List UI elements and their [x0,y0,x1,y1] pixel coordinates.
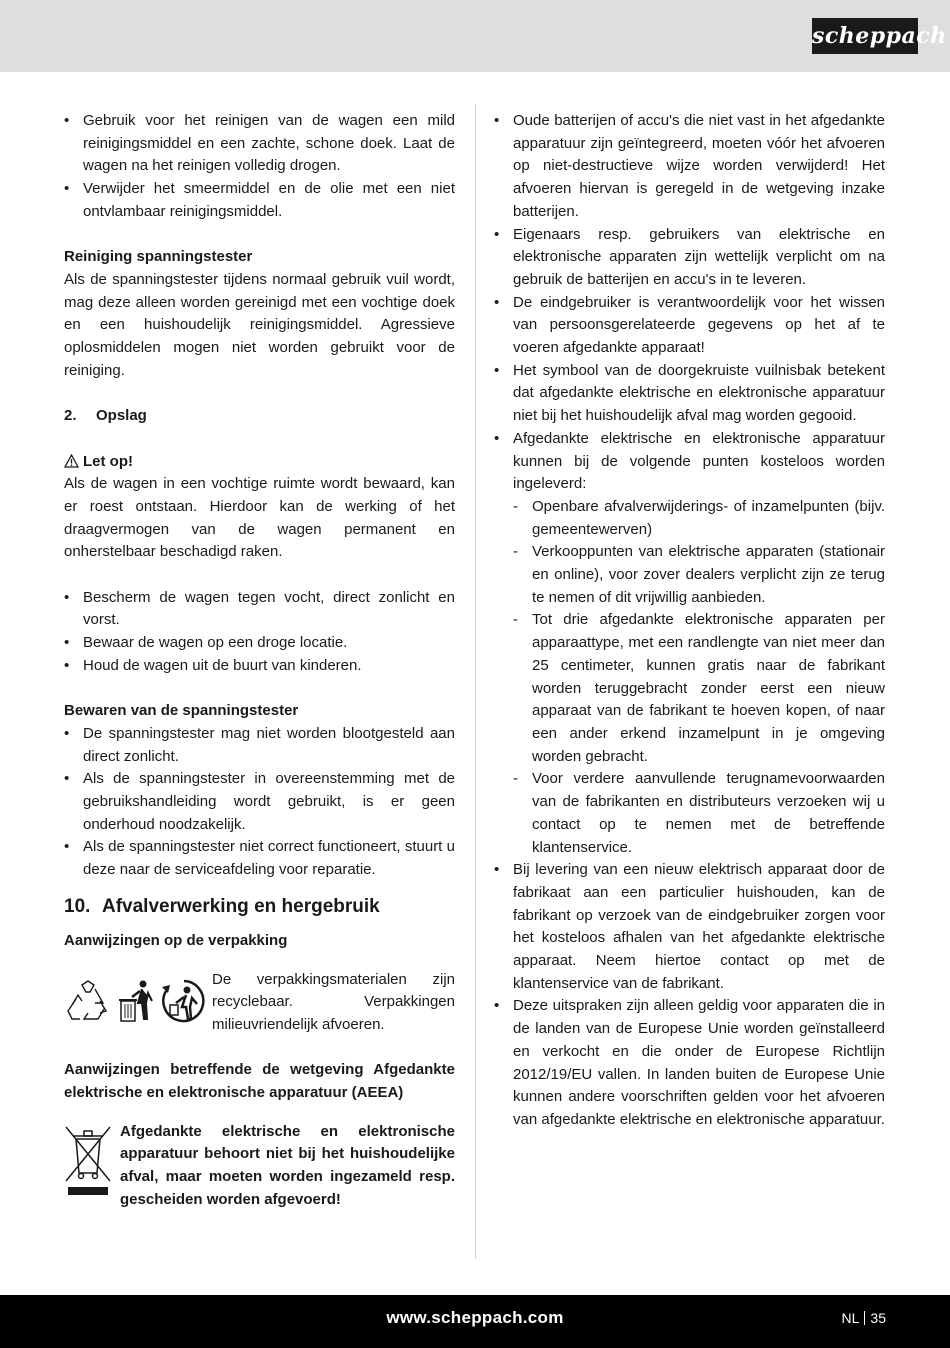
section-number: 10. [64,895,91,917]
list-item: • Gebruik voor het reinigen van de wagen een mild reinigingsmiddel en een zachte, schone doek. Laat de wagen na het reinigen volledig drogen. [64,110,455,178]
collection-points-list [513,496,885,859]
dash-item: - Openbare afvalverwijderings- of inzamelpunten (bijv. gemeentewerven) [513,496,885,541]
list-item: • De eindgebruiker is verantwoordelijk voor het wissen van persoonsgerelateerde gegevens op het af te voeren afgedankte apparaat! [494,292,885,360]
disposal-bullet-list [494,110,885,1132]
cleaning-tester-text: Als de spanningstester tijdens normaal gebruik vuil wordt, mag deze alleen worden gereinigd met een vochtige doek en een huishoudelijk reinigingsmiddel. Agressieve oplosmiddelen mogen niet worden gebruikt voor de reiniging. [64,270,455,379]
list-item-text: Afgedankte elektrische en elektronische apparatuur kunnen bij de volgende punten kosteloos worden ingeleverd: [513,429,885,493]
footer-page: 35 [870,1310,886,1326]
weee-row [64,1121,455,1212]
weee-icon-wrap [64,1121,120,1205]
list-item: • Eigenaars resp. gebruikers van elektrische en elektronische apparaten zijn wettelijk verplicht om na gebruik de batterijen en accu's in te leveren. [494,224,885,292]
cleaning-bullet-list [64,110,455,224]
packaging-icons [64,969,212,1025]
warning-label: Let op! [83,452,133,470]
list-item: • Bewaar de wagen op een droge locatie. [64,632,455,655]
list-item: • Verwijder het smeermiddel en de olie met een niet ontvlambaar reinigingsmiddel. [64,178,455,223]
footer-page-number [842,1310,886,1326]
packaging-heading: Aanwijzingen op de verpakking [64,931,288,949]
footer-lang: NL [841,1310,860,1326]
dash-item: - Tot drie afgedankte elektronische apparaten per apparaattype, met een randlengte van niet meer dan 25 centimeter, kunnen gratis naar de fabrikant worden teruggebracht zonder eerst een nieuw apparaat van de fabrikant te hoeven kopen, of naar een ander erkend inzamelpunt in je omgeving worden gebracht. [513,609,885,768]
dash-item: - Voor verdere aanvullende terugnamevoorwaarden van de fabrikanten en distributeurs verzoeken wij u contact op te nemen met de betreffende klantenservice. [513,768,885,859]
weee-heading: Aanwijzingen betreffende de wetgeving Afgedankte elektrische en elektronische apparatuur (AEEA) [64,1061,455,1102]
storage-number: 2. [64,407,77,425]
storage-title: Opslag [96,407,147,425]
crossed-out-bin-icon [64,1125,112,1197]
warning-heading [64,451,455,474]
packaging-text: De verpakkingsmaterialen zijn recyclebaar. Verpakkingen milieuvriendelijk afvoeren. [212,970,455,1033]
recycle-person-icon [160,977,208,1025]
list-item: • Bij levering van een nieuw elektrisch apparaat door de fabrikaat aan een particulier huishouden, kan de fabrikant op verzoek van de eindgebruiker zorgen voor het kosteloos afhalen van het afgedankte elektrische apparaat. Neem hiertoe contact op met de klantenservice van de fabrikant. [494,859,885,995]
weee-text: Afgedankte elektrische en elektronische apparatuur behoort niet bij het huishoudelijke afval, maar moeten worden ingezameld resp. gescheiden worden afgevoerd! [120,1122,455,1208]
header-band [0,0,950,72]
list-item: • Houd de wagen uit de buurt van kinderen. [64,655,455,678]
footer-separator [864,1311,865,1325]
left-column [64,110,455,1212]
list-item [494,428,885,859]
section-title: Afvalverwerking en hergebruik [102,895,380,917]
storage-bullet-list [64,587,455,678]
section-heading [64,894,455,920]
recycle-icon [64,979,112,1023]
right-column [494,110,885,1132]
list-item: • Als de spanningstester niet correct functioneert, stuurt u deze naar de serviceafdeling voor reparatie. [64,836,455,881]
cleaning-tester-heading: Reiniging spanningstester [64,248,253,266]
list-item: • Als de spanningstester in overeenstemming met de gebruikshandleiding wordt gebruikt, is er geen onderhoud noodzakelijk. [64,768,455,836]
keep-tester-bullet-list [64,723,455,882]
list-item: • Het symbool van de doorgekruiste vuilnisbak betekent dat afgedankte elektrische en elektronische apparatuur niet bij het huishoudelijk afval mag worden gegooid. [494,360,885,428]
list-item: • Deze uitspraken zijn alleen geldig voor apparaten die in de landen van de Europese Unie worden geïnstalleerd en verkocht en die onder de Europese Richtlijn 2012/19/EU vallen. In landen buiten de Europese Unie kunnen andere voorschriften gelden voor het afvoeren van afgedankte elektrische en elektronische apparatuur. [494,995,885,1131]
dash-item: - Verkooppunten van elektrische apparaten (stationair en online), voor zover dealers verplicht zijn ze terug te nemen of dit vrijwillig aanbieden. [513,541,885,609]
keep-tester-heading: Bewaren van de spanningstester [64,702,299,720]
list-item: • De spanningstester mag niet worden blootgesteld aan direct zonlicht. [64,723,455,768]
packaging-row [64,969,455,1037]
list-item: • Oude batterijen of accu's die niet vast in het afgedankte apparatuur zijn geïntegreerd, moeten vóór het afvoeren op niet-destructieve wijze worden verwijderd! Het afvoeren hiervan is geregeld in de wetgeving inzake batterijen. [494,110,885,224]
warning-triangle-icon [64,454,79,468]
column-divider [475,104,476,1259]
list-item: • Bescherm de wagen tegen vocht, direct zonlicht en vorst. [64,587,455,632]
footer-url: www.scheppach.com [386,1308,564,1327]
storage-heading [64,405,455,428]
trash-person-icon [118,979,154,1023]
warning-text: Als de wagen in een vochtige ruimte wordt bewaard, kan er roest ontstaan. Hierdoor kan de werking of het draagvermogen van de wagen permanent en onherstelbaar beschadigd raken. [64,475,455,561]
scheppach-logo: scheppach [812,18,918,54]
